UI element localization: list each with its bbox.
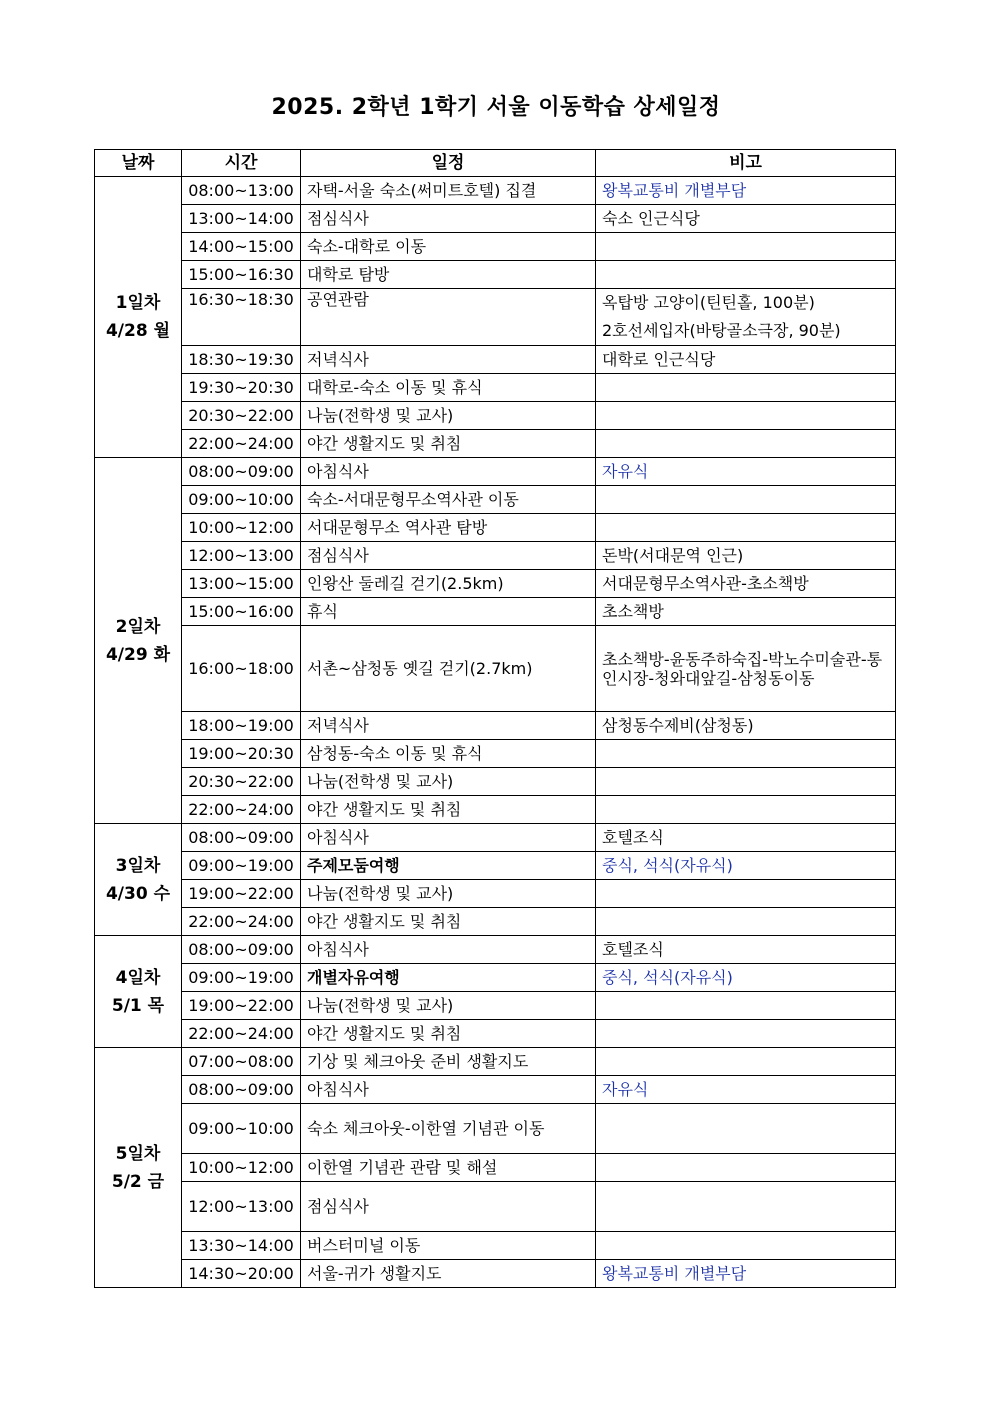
table-row [95,852,896,880]
time-cell: 08:00~09:00 [182,458,301,486]
note-cell: 중식, 석식(자유식) [596,964,896,992]
table-row [95,598,896,626]
table-row [95,1182,896,1232]
page-title: 2025. 2학년 1학기 서울 이동학습 상세일정 [271,95,721,120]
note-cell: 돈박(서대문역 인근) [596,542,896,570]
time-cell: 13:00~14:00 [182,205,301,233]
activity-cell: 나눔(전학생 및 교사) [301,768,596,796]
table-row [95,402,896,430]
note-cell [596,233,896,261]
note-line: 옥탑방 고양이(틴틴홀, 100분) [602,293,815,312]
day-cell [95,177,182,458]
time-cell: 10:00~12:00 [182,514,301,542]
activity-cell: 이한열 기념관 관람 및 해설 [301,1154,596,1182]
note-cell [596,486,896,514]
day-date: 5/2 금 [111,1171,165,1192]
activity-cell: 공연관람 [301,289,596,346]
table-row [95,936,896,964]
time-cell: 16:00~18:00 [182,626,301,712]
note-cell [596,1048,896,1076]
activity-cell: 서울-귀가 생활지도 [301,1260,596,1288]
time-cell: 09:00~10:00 [182,1104,301,1154]
table-row [95,992,896,1020]
day-date: 4/30 수 [105,883,171,904]
note-cell: 호텔조식 [596,824,896,852]
note-cell: 왕복교통비 개별부담 [596,1260,896,1288]
time-cell: 12:00~13:00 [182,542,301,570]
activity-cell: 저녁식사 [301,346,596,374]
day-date: 4/29 화 [105,644,171,665]
note-cell [596,430,896,458]
table-row [95,824,896,852]
table-row [95,712,896,740]
day-label: 3일차 [115,855,161,876]
time-cell: 19:30~20:30 [182,374,301,402]
table-row [95,177,896,205]
table-row [95,1260,896,1288]
time-cell: 08:00~09:00 [182,1076,301,1104]
time-cell: 10:00~12:00 [182,1154,301,1182]
note-cell [596,880,896,908]
note-cell: 자유식 [596,458,896,486]
time-cell: 08:00~09:00 [182,936,301,964]
time-cell: 15:00~16:30 [182,261,301,289]
note-cell [596,1182,896,1232]
table-row [95,1048,896,1076]
table-row [95,346,896,374]
activity-cell: 서대문형무소 역사관 탐방 [301,514,596,542]
table-row [95,908,896,936]
note-cell: 왕복교통비 개별부담 [596,177,896,205]
activity-cell: 야간 생활지도 및 취침 [301,430,596,458]
activity-cell: 아침식사 [301,458,596,486]
time-cell: 18:00~19:00 [182,712,301,740]
time-cell: 07:00~08:00 [182,1048,301,1076]
time-cell: 18:30~19:30 [182,346,301,374]
activity-cell: 숙소-대학로 이동 [301,233,596,261]
table-row [95,458,896,486]
header-note: 비고 [596,150,896,177]
table-row [95,1154,896,1182]
time-cell: 22:00~24:00 [182,908,301,936]
time-cell: 22:00~24:00 [182,796,301,824]
time-cell: 13:30~14:00 [182,1232,301,1260]
table-row [95,1020,896,1048]
note-cell [596,514,896,542]
activity-cell: 기상 및 체크아웃 준비 생활지도 [301,1048,596,1076]
table-row [95,430,896,458]
day-date: 5/1 목 [111,995,165,1016]
time-cell: 08:00~13:00 [182,177,301,205]
day-cell [95,936,182,1048]
time-cell: 22:00~24:00 [182,430,301,458]
note-cell [596,908,896,936]
note-cell [596,1104,896,1154]
time-cell: 12:00~13:00 [182,1182,301,1232]
activity-cell: 나눔(전학생 및 교사) [301,992,596,1020]
table-row [95,486,896,514]
note-cell [596,261,896,289]
table-row [95,289,896,346]
note-cell [596,740,896,768]
table-row [95,1076,896,1104]
note-cell [596,768,896,796]
header-time: 시간 [182,150,301,177]
table-row [95,205,896,233]
activity-cell: 야간 생활지도 및 취침 [301,908,596,936]
note-cell [596,1232,896,1260]
table-row [95,514,896,542]
activity-cell: 저녁식사 [301,712,596,740]
time-cell: 13:00~15:00 [182,570,301,598]
table-row [95,261,896,289]
header-row [95,150,896,177]
note-cell: 초소책방-윤동주하숙집-박노수미술관-통인시장-청와대앞길-삼청동이동 [596,626,896,712]
activity-cell: 서촌~삼청동 옛길 걷기(2.7km) [301,626,596,712]
note-cell: 삼청동수제비(삼청동) [596,712,896,740]
schedule-body [95,177,896,1288]
time-cell: 09:00~10:00 [182,486,301,514]
table-row [95,570,896,598]
header-activity: 일정 [301,150,596,177]
activity-cell: 휴식 [301,598,596,626]
table-row [95,374,896,402]
schedule-table [94,149,896,1288]
time-cell: 20:30~22:00 [182,402,301,430]
table-row [95,233,896,261]
day-cell [95,824,182,936]
table-row [95,964,896,992]
time-cell: 14:00~15:00 [182,233,301,261]
activity-cell: 점심식사 [301,205,596,233]
day-date: 4/28 월 [105,321,171,341]
note-cell: 중식, 석식(자유식) [596,852,896,880]
time-cell: 19:00~20:30 [182,740,301,768]
table-row [95,626,896,712]
time-cell: 19:00~22:00 [182,992,301,1020]
table-row [95,768,896,796]
note-cell: 호텔조식 [596,936,896,964]
table-row [95,880,896,908]
activity-cell: 아침식사 [301,824,596,852]
table-row [95,1232,896,1260]
activity-cell: 점심식사 [301,1182,596,1232]
note-cell [596,1020,896,1048]
table-row [95,740,896,768]
activity-cell: 자택-서울 숙소(써미트호텔) 집결 [301,177,596,205]
activity-cell: 점심식사 [301,542,596,570]
note-cell: 초소책방 [596,598,896,626]
note-cell: 서대문형무소역사관-초소책방 [596,570,896,598]
time-cell: 09:00~19:00 [182,964,301,992]
day-label: 1일차 [115,293,161,313]
note-cell [596,992,896,1020]
table-row [95,796,896,824]
time-cell: 20:30~22:00 [182,768,301,796]
day-label: 5일차 [115,1143,161,1164]
activity-cell: 주제모둠여행 [301,852,596,880]
activity-cell: 야간 생활지도 및 취침 [301,796,596,824]
note-cell: 자유식 [596,1076,896,1104]
activity-cell: 야간 생활지도 및 취침 [301,1020,596,1048]
table-row [95,542,896,570]
time-cell: 16:30~18:30 [182,289,301,346]
header-date: 날짜 [95,150,182,177]
day-cell [95,1048,182,1288]
note-cell [596,289,896,346]
note-cell: 숙소 인근식당 [596,205,896,233]
activity-cell: 버스터미널 이동 [301,1232,596,1260]
time-cell: 22:00~24:00 [182,1020,301,1048]
activity-cell: 나눔(전학생 및 교사) [301,880,596,908]
table-row [95,1104,896,1154]
activity-cell: 대학로 탐방 [301,261,596,289]
activity-cell: 개별자유여행 [301,964,596,992]
note-cell [596,402,896,430]
activity-cell: 아침식사 [301,1076,596,1104]
day-label: 4일차 [115,967,161,988]
activity-cell: 숙소 체크아웃-이한열 기념관 이동 [301,1104,596,1154]
activity-cell: 아침식사 [301,936,596,964]
day-label: 2일차 [115,616,161,637]
activity-cell: 삼청동-숙소 이동 및 휴식 [301,740,596,768]
day-cell [95,458,182,824]
activity-cell: 나눔(전학생 및 교사) [301,402,596,430]
note-cell: 대학로 인근식당 [596,346,896,374]
note-cell [596,374,896,402]
activity-cell: 대학로-숙소 이동 및 휴식 [301,374,596,402]
time-cell: 09:00~19:00 [182,852,301,880]
note-line: 2호선세입자(바탕골소극장, 90분) [602,321,841,340]
time-cell: 19:00~22:00 [182,880,301,908]
activity-cell: 숙소-서대문형무소역사관 이동 [301,486,596,514]
note-cell [596,796,896,824]
time-cell: 08:00~09:00 [182,824,301,852]
activity-cell: 인왕산 둘레길 걷기(2.5km) [301,570,596,598]
time-cell: 14:30~20:00 [182,1260,301,1288]
note-cell [596,1154,896,1182]
time-cell: 15:00~16:00 [182,598,301,626]
